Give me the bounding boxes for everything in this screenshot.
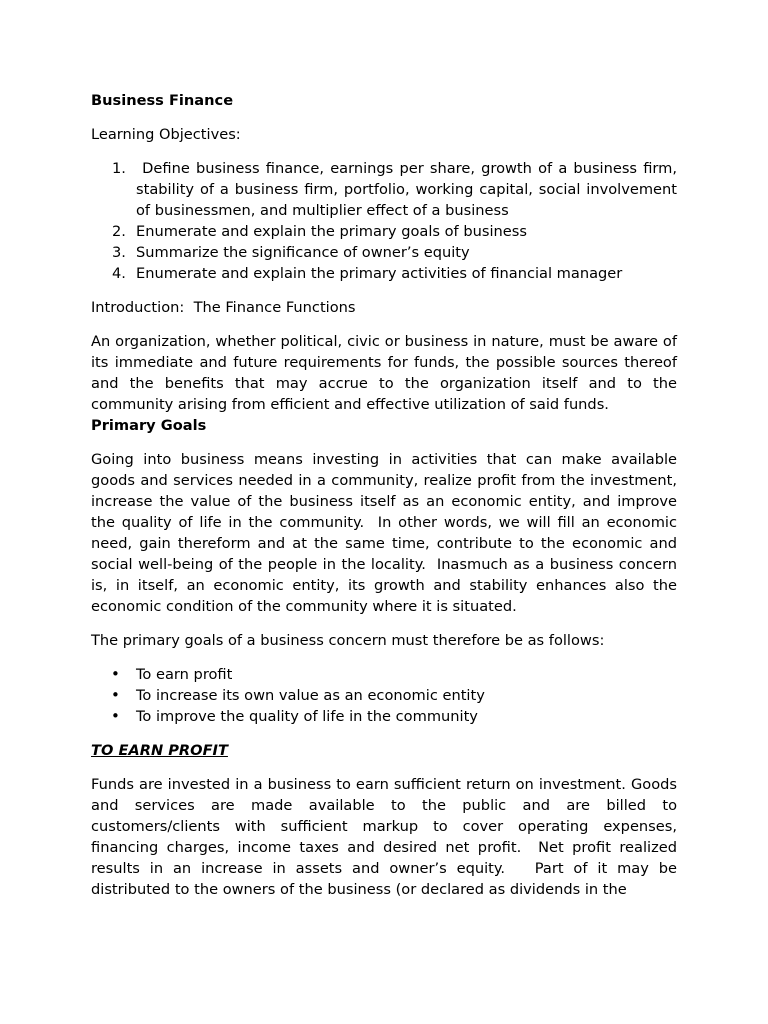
primary-goals-paragraph: Going into business means investing in activities that can make available goods and services needed in a community, realize profit from the investment, increase the value of the business itself as an economic entity, and improve the quality of life in the community. In other words, we will fill an economic need, gain thereform and at the same time, contribute to the economic and social well-being of the people in the locality. Inasmuch as a business concern is, in itself, an economic entity, its growth and stability enhances also the economic condition of the community where it is situated.	[91, 451, 682, 615]
bullet-icon: •	[111, 665, 120, 683]
learning-objectives-label: Learning Objectives:	[91, 126, 241, 143]
goals-list	[91, 664, 677, 727]
bullet-icon: •	[111, 686, 120, 704]
objective-text: Enumerate and explain the primary goals of business	[136, 223, 527, 240]
primary-goals-heading: Primary Goals	[91, 417, 207, 434]
earn-profit-heading: TO EARN PROFIT	[91, 742, 228, 759]
bullet-icon: •	[111, 707, 120, 725]
objective-text: Summarize the significance of owner’s equity	[136, 244, 470, 261]
objective-text: Enumerate and explain the primary activities of financial manager	[136, 265, 623, 282]
objective-number: 2.	[112, 223, 126, 240]
goal-item	[91, 664, 677, 685]
objective-item	[91, 221, 677, 242]
goal-item	[91, 685, 677, 706]
document-body	[91, 90, 682, 900]
introduction-paragraph: An organization, whether political, civic or business in nature, must be aware of its immediate and future requirements for funds, the possible sources thereof and the benefits that may accrue to the organization itself and to the community arising from efficient and effective utilization of said funds.	[91, 333, 677, 413]
goal-text: To earn profit	[136, 666, 233, 683]
objective-number: 1.	[112, 160, 126, 177]
objective-item	[91, 158, 682, 221]
goal-text: To improve the quality of life in the community	[136, 708, 478, 725]
goal-text: To increase its own value as an economic entity	[136, 687, 485, 704]
objective-text: Define business finance, earnings per share, growth of a business firm, stability of a business firm, portfolio, working capital, social involvement of businessmen, and multiplier effect of a business	[136, 160, 682, 219]
introduction-label: Introduction: The Finance Functions	[91, 299, 356, 316]
objective-item	[91, 242, 677, 263]
objective-item	[91, 263, 677, 284]
goals-intro-text: The primary goals of a business concern must therefore be as follows:	[91, 632, 605, 649]
objective-number: 3.	[112, 244, 126, 261]
document-title: Business Finance	[91, 92, 234, 109]
earn-profit-paragraph: Funds are invested in a business to earn sufficient return on investment. Goods and services are made available to the public and are billed to customers/clients with sufficient markup to cover operating expenses, financing charges, income taxes and desired net profit. Net profit realized results in an increase in assets and owner’s equity. Part of it may be distributed to the owners of the business (or declared as dividends in the	[91, 776, 682, 898]
objective-number: 4.	[112, 265, 126, 282]
objectives-list	[91, 158, 682, 284]
goal-item	[91, 706, 677, 727]
